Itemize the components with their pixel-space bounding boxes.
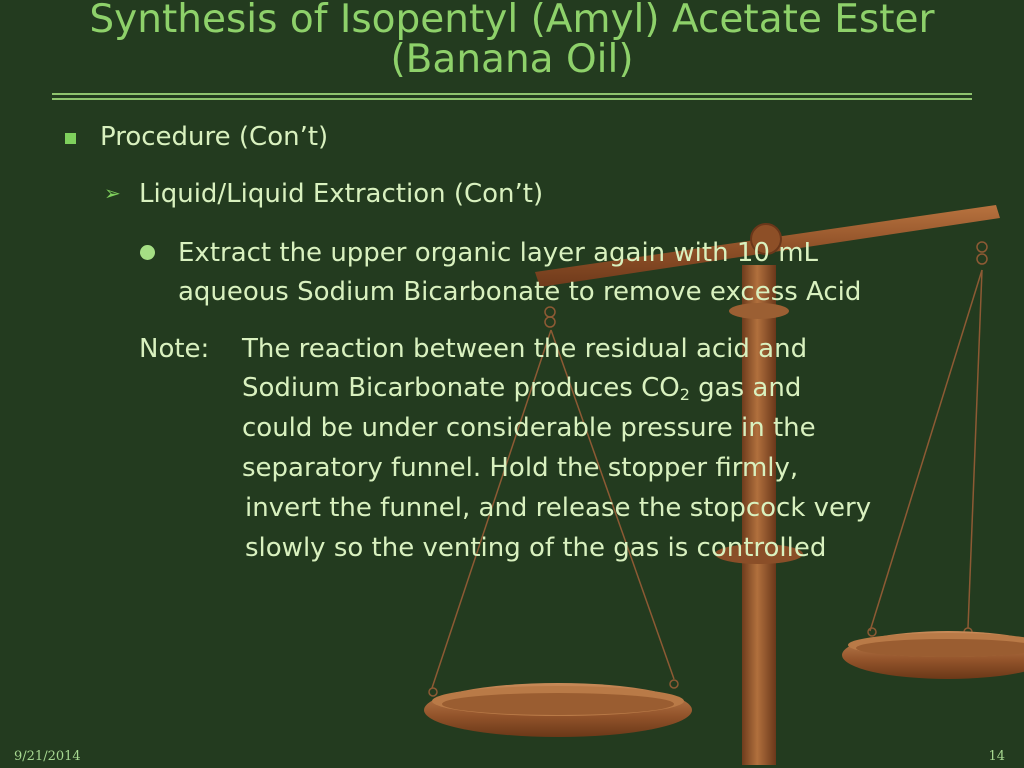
note-line-5: invert the funnel, and release the stopcock very <box>245 493 872 523</box>
dot-bullet-icon <box>140 245 155 260</box>
note-line-2-prefix: Sodium Bicarbonate produces CO <box>242 373 680 403</box>
slide-date: 9/21/2014 <box>14 749 81 764</box>
bullet-procedure: Procedure (Con’t) <box>100 122 329 152</box>
co2-subscript: 2 <box>679 385 690 404</box>
bullet-extract-line-1: Extract the upper organic layer again with 10 mL <box>178 238 819 268</box>
title-line-2: (Banana Oil) <box>390 37 634 82</box>
note-line-2-suffix: gas and <box>689 373 802 403</box>
note-label: Note: <box>139 334 210 364</box>
bullet-extraction: Liquid/Liquid Extraction (Con’t) <box>139 179 544 209</box>
note-line-6: slowly so the venting of the gas is controlled <box>245 533 827 563</box>
title-line-1: Synthesis of Isopentyl (Amyl) Acetate Ester <box>89 0 935 42</box>
bullet-extract-line-2: aqueous Sodium Bicarbonate to remove excess Acid <box>178 277 862 307</box>
note-line-4: separatory funnel. Hold the stopper firmly, <box>242 453 799 483</box>
note-line-3: could be under considerable pressure in the <box>242 413 816 443</box>
arrow-bullet-icon: ➢ <box>104 181 121 205</box>
note-line-1: The reaction between the residual acid and <box>242 334 808 364</box>
square-bullet-icon <box>65 133 76 144</box>
slide-number: 14 <box>988 749 1005 764</box>
note-line-2 <box>242 372 801 404</box>
